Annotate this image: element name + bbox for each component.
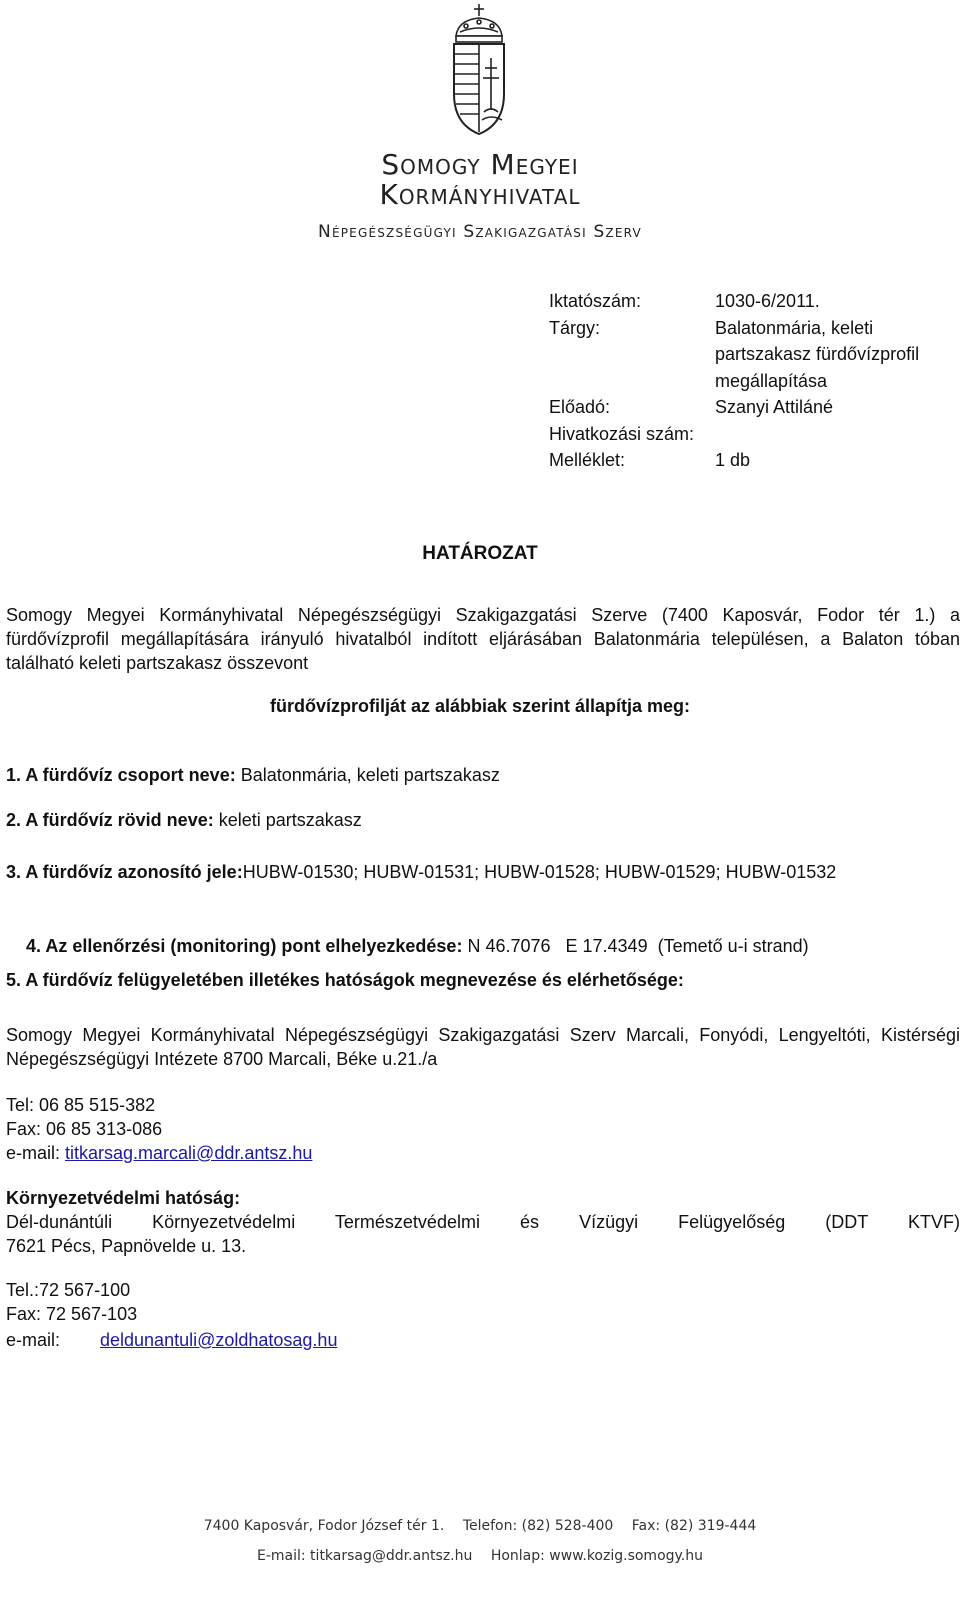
footer-contact — [0, 1518, 960, 1534]
email-link[interactable]: titkarsag.marcali@ddr.antsz.hu — [65, 1143, 313, 1163]
coat-of-arms-icon — [446, 2, 512, 138]
item-label: 4. Az ellenőrzési (monitoring) pont elhelyezkedése: — [26, 936, 463, 956]
meta-label — [549, 368, 715, 395]
item-value: N 46.7076 E 17.4349 (Temető u-i strand) — [462, 936, 809, 956]
meta-label: Előadó: — [549, 397, 611, 417]
item-value: keleti partszakasz — [213, 810, 362, 830]
meta-row — [549, 341, 955, 368]
intro-paragraph: Somogy Megyei Kormányhivatal Népegészségügyi Szakigazgatási Szerve (7400 Kaposvár, Fodor tér 1.) a fürdővízprofil megállapítására irányuló hivatalból indított eljárásában Balatonmária településen, a Balaton tóban található keleti partszakasz összevont — [6, 605, 960, 673]
meta-row — [549, 394, 955, 421]
email-label: e-mail: — [6, 1330, 61, 1350]
org-name-line2: Kormányhivatal — [379, 178, 581, 211]
authority-email-line — [6, 1328, 960, 1352]
authority-address: Somogy Megyei Kormányhivatal Népegészségügyi Szakigazgatási Szerv Marcali, Fonyódi, Lengyeltóti, Kistérségi Népegészségügyi Intézete 8700 Marcali, Béke u.21./a — [6, 1025, 960, 1069]
authority-heading: Környezetvédelmi hatóság: — [6, 1188, 241, 1208]
document-title: HATÁROZAT — [422, 543, 538, 564]
meta-row — [549, 368, 955, 395]
item-label: 3. A fürdővíz azonosító jele: — [6, 862, 243, 882]
authority-tel: Tel.:72 567-100 — [6, 1280, 131, 1300]
intro-bold-statement: fürdővízprofilját az alábbiak szerint állapítja meg: — [269, 696, 691, 716]
meta-value: 1 db — [715, 450, 751, 470]
meta-label: Iktatószám: — [549, 291, 642, 311]
list-item — [6, 765, 500, 786]
authority-address: 7621 Pécs, Papnövelde u. 13. — [6, 1236, 247, 1256]
authority-tel: Tel: 06 85 515-382 — [6, 1095, 156, 1115]
org-name-line1: Somogy Megyei — [381, 148, 579, 181]
email-label: e-mail: — [6, 1143, 66, 1163]
meta-value — [715, 421, 955, 448]
list-item — [6, 862, 836, 883]
meta-value: Szanyi Attiláné — [715, 397, 834, 417]
footer-fax: Fax: (82) 319-444 — [631, 1518, 757, 1534]
item-value: Balatonmária, keleti partszakasz — [235, 765, 500, 785]
footer-homepage: Honlap: www.kozig.somogy.hu — [490, 1548, 703, 1564]
item-value: HUBW-01530; HUBW-01531; HUBW-01528; HUBW-01529; HUBW-01532 — [242, 862, 837, 882]
authority-fax: Fax: 06 85 313-086 — [6, 1119, 163, 1139]
meta-row — [549, 288, 955, 315]
list-item — [6, 970, 684, 991]
meta-label: Hivatkozási szám: — [549, 423, 695, 444]
footer-phone: Telefon: (82) 528-400 — [462, 1518, 614, 1534]
list-item — [6, 810, 362, 831]
meta-value: 1030-6/2011. — [715, 291, 820, 311]
item-label: 1. A fürdővíz csoport neve: — [6, 765, 236, 785]
meta-label: Tárgy: — [549, 317, 601, 338]
org-subunit: Népegészségügyi Szakigazgatási Szerv — [318, 222, 642, 242]
meta-label: Melléklet: — [549, 450, 626, 470]
meta-value: Balatonmária, keleti — [715, 317, 874, 338]
authority-name: Dél-dunántúli Környezetvédelmi Természetvédelmi és Vízügyi Felügyelőség (DDT KTVF) — [6, 1212, 960, 1232]
list-item — [6, 915, 809, 978]
footer-email: E-mail: titkarsag@ddr.antsz.hu — [257, 1548, 473, 1564]
meta-value: megállapítása — [715, 370, 828, 391]
meta-label — [549, 341, 715, 368]
meta-value: partszakasz fürdővízprofil — [715, 344, 920, 364]
meta-row — [549, 315, 955, 342]
footer-address: 7400 Kaposvár, Fodor József tér 1. — [203, 1518, 445, 1534]
document-meta — [549, 288, 955, 474]
authority-fax: Fax: 72 567-103 — [6, 1304, 138, 1324]
email-link[interactable]: deldunantuli@zoldhatosag.hu — [100, 1330, 338, 1350]
meta-row — [549, 447, 955, 474]
item-label: 5. A fürdővíz felügyeletében illetékes hatóságok megnevezése és elérhetősége: — [6, 970, 684, 990]
footer-web — [0, 1548, 960, 1564]
item-label: 2. A fürdővíz rövid neve: — [6, 810, 214, 830]
authority-email-line — [6, 1141, 960, 1165]
meta-row — [549, 421, 955, 448]
